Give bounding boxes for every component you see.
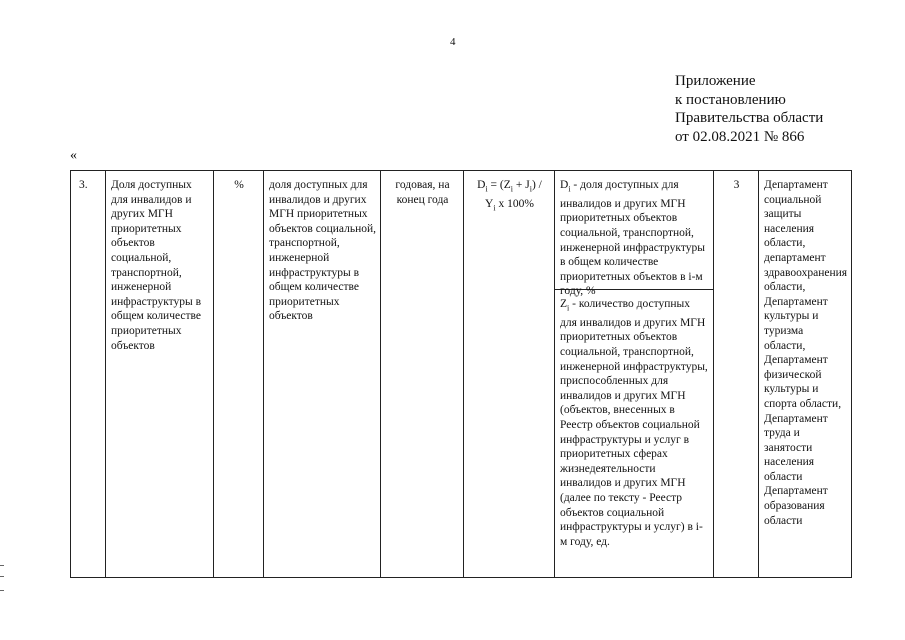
responsible-bodies: Департамент социальной защиты населения области, департамент здравоохранения области, Департамент культуры и туризма области, Департамент физической культуры и спорта области, Департамент труда и занятости населения области Департамент образования области	[759, 171, 852, 578]
table-row	[71, 171, 852, 578]
appendix-line-4: от 02.08.2021 № 866	[675, 128, 805, 145]
indicator-definition: доля доступных для инвалидов и других МГН приоритетных объектов социальной, транспортной, инженерной инфраструктуры в общем количестве приоритетных объектов	[264, 171, 381, 578]
unit-of-measure: %	[214, 171, 264, 578]
indicator-table	[70, 170, 852, 578]
periodicity: годовая, на конец года	[381, 171, 464, 578]
formula-variables	[555, 171, 714, 578]
appendix-line-3: Правительства области	[675, 110, 824, 126]
formula: $D_i = (Z_i + J_i)$ / $Y_i$ x 100%	[464, 171, 555, 578]
method-code: 3	[714, 171, 759, 578]
row-number: 3.	[71, 171, 106, 578]
margin-marks	[0, 565, 4, 591]
variable-d-description: $D_i$ - доля доступных для инвалидов и других МГН приоритетных объектов социальной, транспортной, инженерной инфраструктуры в общем количестве приоритетных объектов в i-м году, %	[555, 171, 713, 290]
variable-z-description: $Z_i$ - количество доступных для инвалидов и других МГН приоритетных объектов социальной, транспортной, инженерной инфраструктуры, приспособленных для инвалидов и других МГН (объектов, внесенных в Реестр объектов социальной инфраструктуры и услуг в приоритетных сферах жизнедеятельности инвалидов и других МГН (далее по тексту - Реестр объектов социальной инфраструктуры и услуг) в i-м году, ед.	[560, 298, 708, 548]
opening-quote: «	[70, 148, 77, 163]
appendix-line-2: к постановлению	[675, 91, 786, 108]
appendix-line-1: Приложение	[675, 73, 756, 89]
appendix-header	[675, 72, 823, 146]
page-number: 4	[450, 36, 456, 48]
indicator-name: Доля доступных для инвалидов и других МГН приоритетных объектов социальной, транспортной, инженерной инфраструктуры в общем количестве приоритетных объектов	[106, 171, 214, 578]
